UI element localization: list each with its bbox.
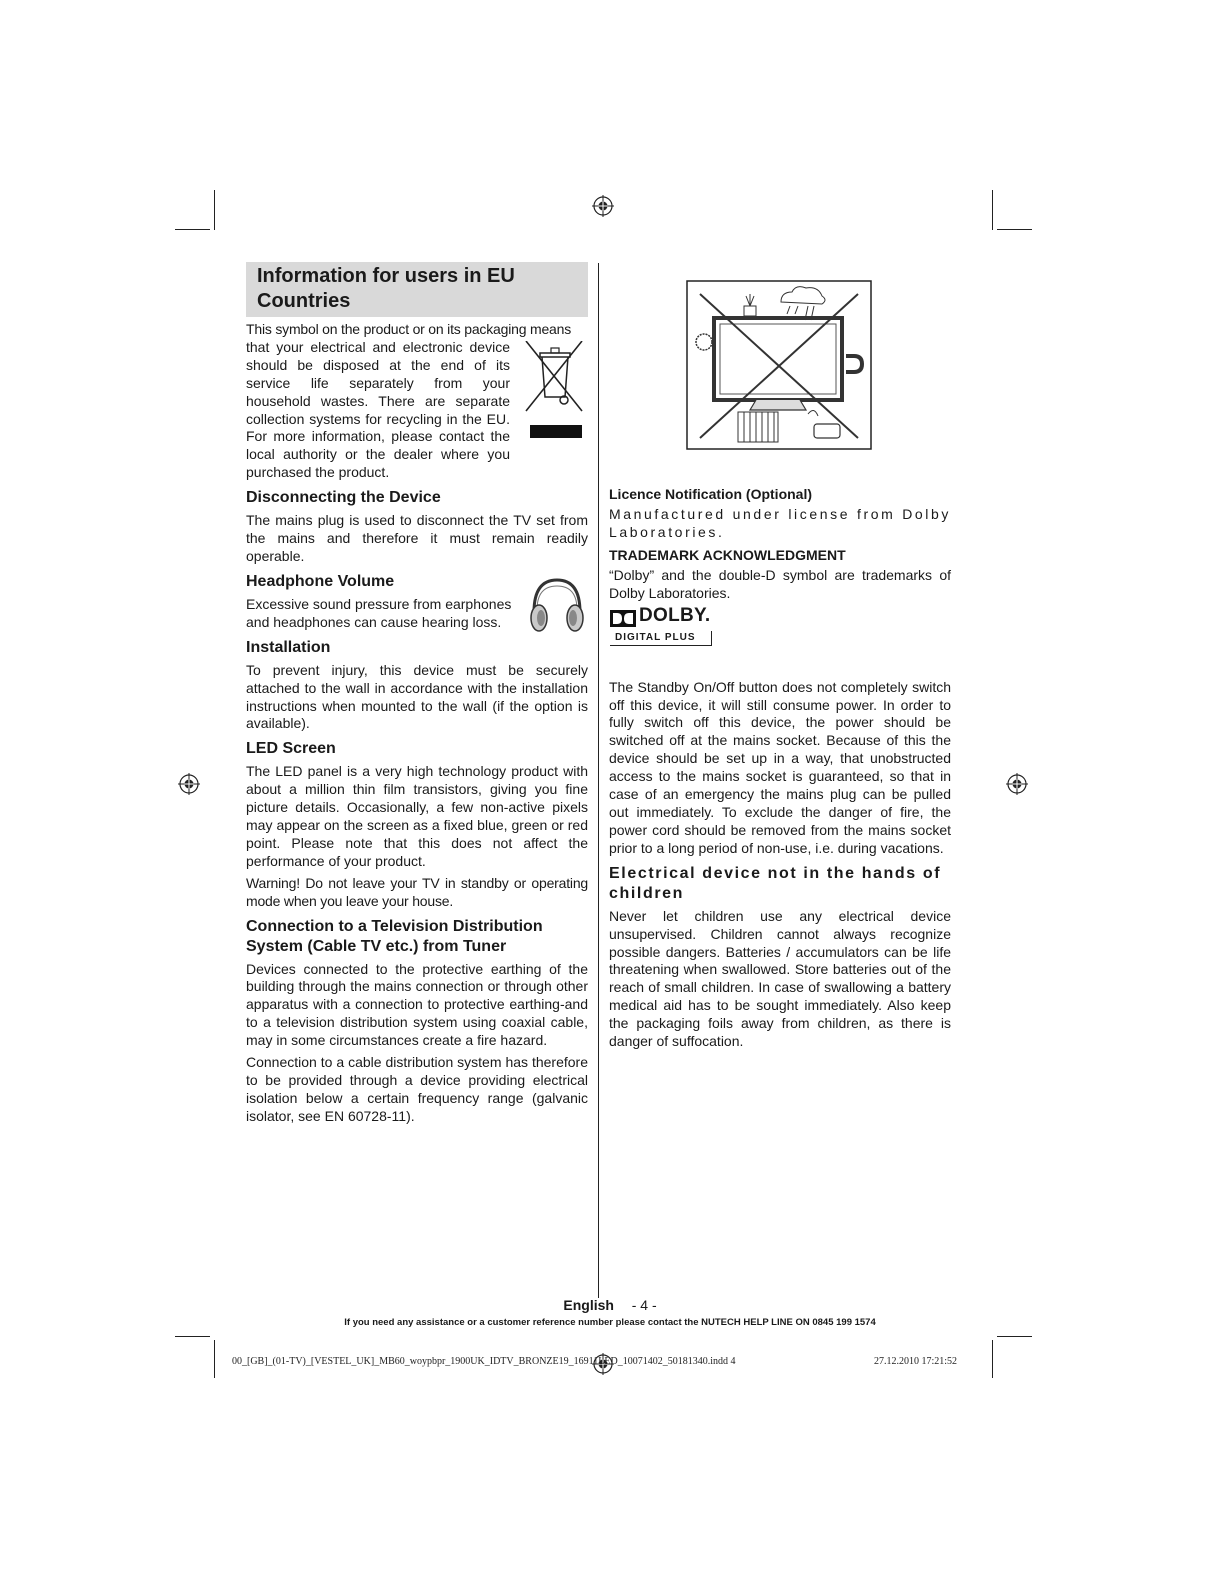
installation-heading: Installation: [246, 638, 331, 656]
headphone-text: Excessive sound pressure from earphones and headphones can cause hearing loss.: [246, 595, 512, 630]
led-warning: Warning! Do not leave your TV in standby or operating mode when you leave your house.: [246, 874, 588, 909]
left-column: [246, 262, 588, 1130]
standby-text: The Standby On/Off button does not completely switch off this device, it will still consume power. In order to fully switch off this device, the power should be switched off at the mains socket. Because of this the device should be set up in a way, that unobstructed access to the mains socket is guaranteed, so that in case of an emergency the mains plug can be pulled out immediately. To exclude the danger of fire, the power cord should be removed from the mains socket prior to a long period of non-use, i.e. during vacations.: [609, 678, 951, 856]
crop-mark: [997, 229, 1032, 230]
connection-text-2: Connection to a cable distribution system has therefore to be provided through a device providing electrical isolation below a certain frequency range (galvanic isolator, see EN 60728-11).: [246, 1054, 588, 1124]
disconnect-heading: Disconnecting the Device: [246, 489, 441, 507]
crop-mark: [997, 1336, 1032, 1337]
led-heading: LED Screen: [246, 740, 336, 758]
crop-mark: [992, 1340, 993, 1378]
print-slug-date: 27.12.2010 17:21:52: [874, 1356, 958, 1367]
dolby-double-d-icon: [610, 610, 636, 627]
crop-mark: [992, 190, 993, 230]
page-footer: [0, 1297, 1220, 1313]
headphone-heading: Headphone Volume: [246, 572, 395, 590]
children-heading: Electrical device not in the hands of children: [609, 864, 942, 902]
trademark-heading: TRADEMARK ACKNOWLEDGMENT: [609, 546, 846, 563]
crop-mark: [175, 229, 210, 230]
installation-text: To prevent injury, this device must be securely attached to the wall in accordance with the installation instructions when mounted to the wall (if the option is available).: [246, 661, 588, 732]
dolby-logo-text: DOLBY.: [639, 604, 711, 626]
connection-text-1: Devices connected to the protective earthing of the building through the mains connection or through other apparatus with a connection to protective earthing-and to a television distribution system using coaxial cable, may in some circumstances create a fire hazard.: [246, 960, 588, 1049]
footer-language: English: [563, 1297, 614, 1313]
page-number: - 4 -: [631, 1297, 657, 1313]
children-text: Never let children use any electrical device unsupervised. Children cannot always recognize possible dangers. Batteries / accumulators can be life threatening when swallowed. Store batteries out of the reach of small children. In case of swallowing a battery medical aid has to be sought immediately. Also keep the packaging foils away from children, as there is danger of suffocation.: [609, 907, 951, 1050]
dolby-digital-plus-logo: [609, 604, 951, 677]
crop-mark: [175, 1336, 210, 1337]
crop-mark: [214, 1340, 215, 1378]
licence-heading: Licence Notification (Optional): [609, 486, 813, 502]
led-text: The LED panel is a very high technology product with about a million thin film transistors, giving you fine picture details. Occasionally, a few non-active pixels may appear on the screen as a fixed blue, green or red point. Please note that this does not affect the performance of your product.: [246, 763, 588, 869]
print-slug-file: 00_[GB]_(01-TV)_[VESTEL_UK]_MB60_woypbpr_1900UK_IDTV_BRONZE19_16911LED_10071402_50181340.indd 4: [232, 1356, 736, 1367]
dolby-logo-subtext: DIGITAL PLUS: [610, 631, 712, 646]
disconnect-text: The mains plug is used to disconnect the TV set from the mains and therefore it must remain readily operable.: [246, 512, 588, 564]
crop-mark: [214, 190, 215, 230]
registration-mark-icon: [592, 195, 614, 217]
tv-environment-warning-icon: [686, 280, 872, 450]
eu-intro-text: This symbol on the product or on its packaging means: [246, 321, 571, 337]
registration-mark-icon: [1006, 773, 1028, 795]
trademark-text: “Dolby” and the double-D symbol are trademarks of Dolby Laboratories.: [609, 566, 951, 601]
headphones-icon: [526, 574, 588, 636]
registration-mark-icon: [178, 773, 200, 795]
eu-body-text: that your electrical and electronic device should be disposed at the end of its service life separately from your household wastes. There are separate collection systems for recycling in the EU. For more information, please contact the local authority or the dealer where you purchased the product.: [246, 338, 510, 481]
connection-heading: Connection to a Television Distribution System (Cable TV etc.) from Tuner: [246, 917, 543, 955]
licence-text: Manufactured under license from Dolby Laboratories.: [609, 506, 951, 540]
helpline-text: If you need any assistance or a customer reference number please contact the NUTECH HELP LINE ON 0845 199 1574: [344, 1317, 876, 1328]
crossed-out-wheelie-bin-icon: [524, 341, 588, 441]
column-divider: [598, 263, 599, 1298]
right-column: [609, 481, 951, 1055]
section-title: Information for users in EU Countries: [246, 262, 588, 317]
